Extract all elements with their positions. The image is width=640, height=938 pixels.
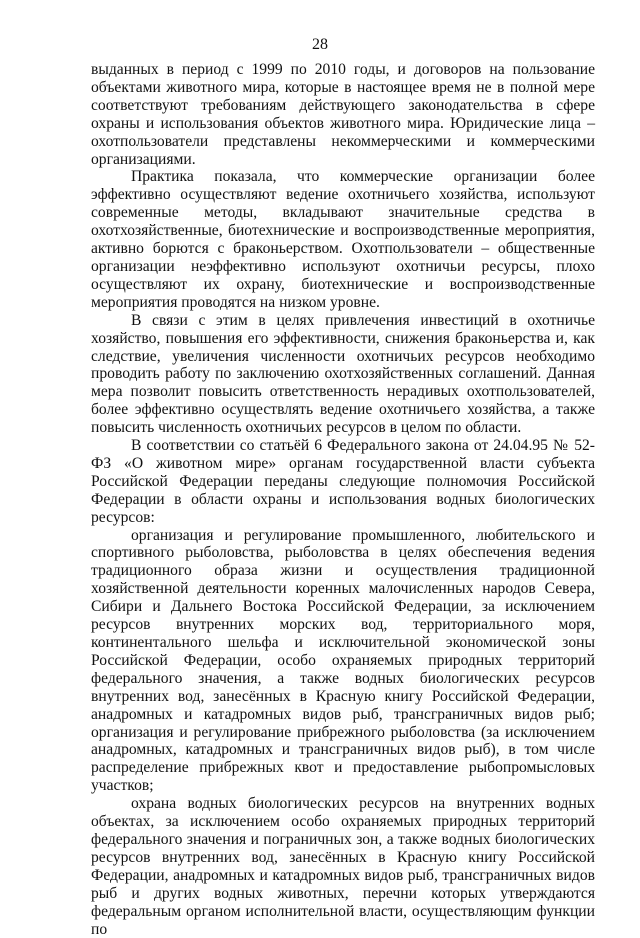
paragraph-continuation: выданных в период с 1999 по 2010 годы, и договоров на пользование объектами животного мира, которые в настоящее время не в полной мере соответствуют требованиям действующего законодательства в сфере охраны и использования объектов животного мира. Юридические лица – охотпользователи представлены некоммерческими и коммерческими организациями. [91,61,595,168]
paragraph-practice: Практика показала, что коммерческие организации более эффективно осуществляют ведение охотничьего хозяйства, используют современные методы, вкладывают значительные средства в охотхозяйственные, биотехнические и воспроизводственные мероприятия, активно борются с браконьерством. Охотпользователи – общественные организации неэффективно используют охотничьи ресурсы, плохо осуществляют их охрану, биотехнические и воспроизводственные мероприятия проводятся на низком уровне. [91,168,595,311]
page-number: 28 [312,36,328,53]
paragraph-fishing-organization: организация и регулирование промышленного, любительского и спортивного рыболовства, рыболовства в целях обеспечения ведения традиционного образа жизни и осуществления традиционной хозяйственной деятельности коренных малочисленных народов Севера, Сибири и Дальнего Востока Российской Федерации, за исключением ресурсов внутренних морских вод, территориального моря, континентального шельфа и исключительной экономической зоны Российской Федерации, особо охраняемых природных территорий федерального значения, а также водных биологических ресурсов внутренних вод, занесённых в Красную книгу Российской Федерации, анадромных и катадромных видов рыб, трансграничных видов рыб; организация и регулирование прибрежного рыболовства (за исключением анадромных, катадромных и трансграничных видов рыб), в том числе распределение прибрежных квот и предоставление рыбопромысловых участков; [91,526,595,795]
document-body [91,61,595,938]
paragraph-aquatic-protection: охрана водных биологических ресурсов на внутренних водных объектах, за исключением особо охраняемых природных территорий федерального значения и пограничных зон, а также водных биологических ресурсов внутренних вод, занесённых в Красную книгу Российской Федерации, анадромных и катадромных видов рыб, трансграничных видов рыб и других водных животных, перечни которых утверждаются федеральным органом исполнительной власти, осуществляющим функции по [91,795,595,938]
paragraph-federal-law: В соответствии со статьёй 6 Федерального закона от 24.04.95 № 52-ФЗ «О животном мире» органам государственной власти субъекта Российской Федерации переданы следующие полномочия Российской Федерации в области охраны и использования водных биологических ресурсов: [91,437,595,526]
paragraph-investment: В связи с этим в целях привлечения инвестиций в охотничье хозяйство, повышения его эффективности, снижения браконьерства и, как следствие, увеличения численности охотничьих ресурсов необходимо проводить работу по заключению охотхозяйственных соглашений. Данная мера позволит повысить ответственность нерадивых охотпользователей, более эффективно осуществлять ведение охотничьего хозяйства, а также повысить численность охотничьих ресурсов в целом по области. [91,311,595,437]
